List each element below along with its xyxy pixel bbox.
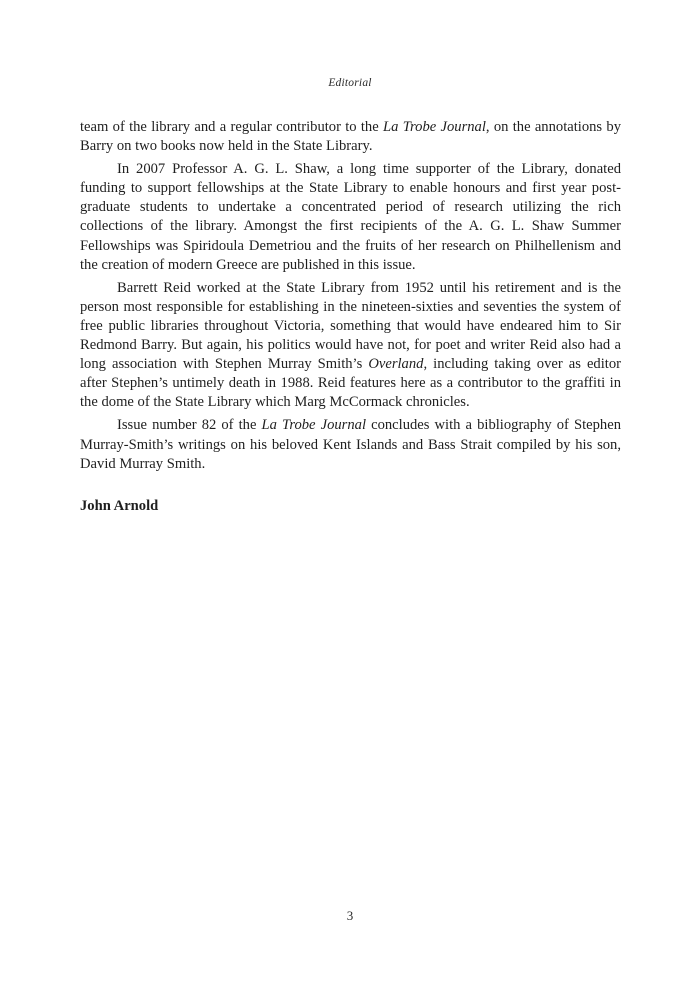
text-segment: Barrett Reid worked at the State Library from 1952 until his retirement and is the person most responsible for establishing in the nineteen-sixties and seventies the system of free public libraries throughout Victoria, something that would have endeared him to Sir Redmond Barry. But again, his politics would have not, for poet and writer Reid also had a long association with Stephen Murray Smith’s [80,279,621,373]
editorial-body [80,118,621,478]
publication-title: Overland [368,356,424,373]
text-segment: , including taking over as editor after Stephen’s untimely death in 1988. Reid features here as a contributor to the graffiti in the dome of the State Library which Marg McCormack chronicles. [80,356,621,411]
text-segment: concludes with a bibliography of Stephen Murray-Smith’s writings on his beloved Kent Islands and Bass Strait compiled by his son, David Murray Smith. [80,417,621,472]
paragraph [80,118,621,156]
text-segment: In 2007 Professor A. G. L. Shaw, a long time supporter of the Library, donated funding to support fellowships at the State Library to enable honours and first year post-graduate students to undertake a concentrated period of research utilizing the rich collections of the library. Amongst the first recipients of the A. G. L. Shaw Summer Fellowships was Spiridoula Demetriou and the fruits of her research on Philhellenism and the creation of modern Greece are published in this issue. [80,161,621,273]
paragraph [80,416,621,473]
paragraph [80,160,621,275]
text-segment: Issue number 82 of the [117,417,262,434]
paragraph [80,279,621,413]
author-signature: John Arnold [80,498,159,514]
text-segment: , on the annotations by Barry on two books now held in the State Library. [80,119,621,155]
page-number: 3 [346,908,354,923]
running-header: Editorial [328,77,372,89]
journal-title: La Trobe Journal [383,119,486,135]
text-segment: team of the library and a regular contributor to the [80,119,383,135]
journal-title: La Trobe Journal [261,417,367,434]
